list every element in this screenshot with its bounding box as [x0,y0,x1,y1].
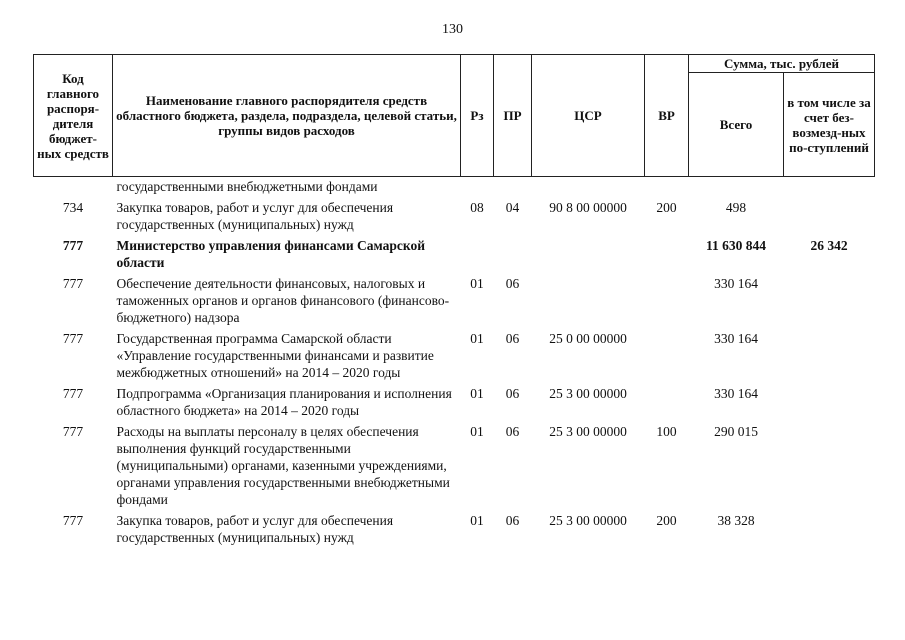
table-row [34,177,875,199]
cell-grants [784,329,875,384]
cell-pr: 06 [505,331,520,346]
table-row [34,511,875,549]
cell-code: 734 [62,200,84,215]
cell-total [689,177,784,199]
header-total: Всего [689,73,784,177]
cell-pr: 04 [505,200,520,215]
cell-code: 777 [62,238,84,253]
cell-total: 11 630 844 [705,238,766,253]
cell-rz: 08 [470,200,484,215]
cell-rz: 01 [470,276,484,291]
cell-total: 330 164 [714,386,758,401]
cell-vr: 200 [656,200,677,215]
table-row [34,384,875,422]
table-row [34,236,875,274]
cell-name: Расходы на выплаты персоналу в целях обеспечения выполнения функций государственными (муниципальными) органами, казенными учреждениями, органами управления государственными внебюджетными фондами [116,424,450,507]
cell-csr [532,274,645,329]
cell-grants [784,384,875,422]
cell-grants [784,274,875,329]
cell-rz [461,177,494,199]
cell-name: Подпрограмма «Организация планирования и исполнения областного бюджета» на 2014 – 2020 годы [116,386,452,418]
cell-csr: 25 0 00 00000 [549,331,627,346]
cell-pr: 06 [505,513,520,528]
cell-name: государственными внебюджетными фондами [116,179,378,194]
cell-code: 777 [62,424,84,439]
header-csr: ЦСР [532,55,645,177]
cell-csr: 25 3 00 00000 [549,386,627,401]
header-code: Код главного распоря-дителя бюджет-ных средств [34,55,113,177]
cell-name: Государственная программа Самарской области «Управление государственными финансами и развитие межбюджетных отношений» на 2014 – 2020 годы [116,331,434,380]
cell-name: Министерство управления финансами Самарской области [116,238,426,270]
cell-rz: 01 [470,424,484,439]
cell-pr [494,177,532,199]
cell-total: 330 164 [714,276,758,291]
header-grants: в том числе за счет без-возмезд-ных по-ступлений [784,73,875,177]
cell-pr: 06 [505,386,520,401]
cell-code: 777 [62,331,84,346]
table-row [34,422,875,511]
cell-total: 38 328 [717,513,755,528]
cell-name: Закупка товаров, работ и услуг для обеспечения государственных (муниципальных) нужд [116,200,394,232]
header-sum-group: Сумма, тыс. рублей [689,55,875,73]
cell-code [34,177,113,199]
cell-vr [645,236,689,274]
cell-vr: 200 [656,513,677,528]
cell-csr [532,236,645,274]
cell-vr [645,177,689,199]
cell-name: Обеспечение деятельности финансовых, налоговых и таможенных органов и органов финансового (финансово-бюджетного) надзора [116,276,450,325]
cell-vr [645,384,689,422]
cell-rz [461,236,494,274]
cell-rz: 01 [470,513,484,528]
table-body [34,177,875,550]
cell-csr: 25 3 00 00000 [549,513,627,528]
cell-vr [645,329,689,384]
page-number: 130 [442,22,463,37]
cell-grants [784,177,875,199]
header-rz: Рз [461,55,494,177]
cell-rz: 01 [470,331,484,346]
cell-code: 777 [62,276,84,291]
cell-vr: 100 [656,424,677,439]
cell-name: Закупка товаров, работ и услуг для обеспечения государственных (муниципальных) нужд [116,513,394,545]
cell-csr [532,177,645,199]
cell-csr: 90 8 00 00000 [549,200,627,215]
cell-code: 777 [62,513,84,528]
cell-grants [784,511,875,549]
cell-grants: 26 342 [810,238,848,253]
cell-csr: 25 3 00 00000 [549,424,627,439]
cell-total: 290 015 [714,424,758,439]
table-row [34,329,875,384]
cell-vr [645,274,689,329]
budget-table [33,54,875,549]
cell-total: 330 164 [714,331,758,346]
table-row [34,274,875,329]
cell-pr: 06 [505,276,520,291]
cell-total: 498 [725,200,747,215]
table-row [34,198,875,236]
header-pr: ПР [494,55,532,177]
cell-rz: 01 [470,386,484,401]
header-name: Наименование главного распорядителя средств областного бюджета, раздела, подраздела, целевой статьи, группы видов расходов [113,55,461,177]
cell-code: 777 [62,386,84,401]
cell-pr: 06 [505,424,520,439]
cell-grants [784,422,875,511]
cell-grants [784,198,875,236]
cell-pr [494,236,532,274]
header-vr: ВР [645,55,689,177]
